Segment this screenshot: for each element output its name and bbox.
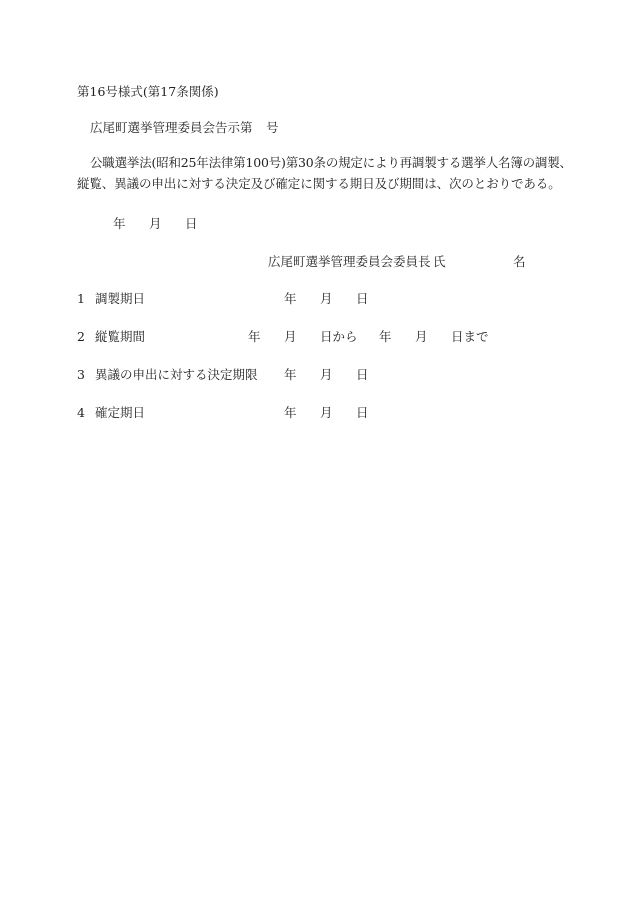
item-day: 日 [356,291,369,306]
item-day: 日 [356,405,369,420]
form-title: 第16号様式(第17条関係) [77,84,219,99]
item-year: 年 [284,291,297,306]
notice-prefix: 広尾町選挙管理委員会告示第 [90,120,253,135]
item-label: 確定期日 [95,405,146,420]
paragraph-line-1: 公職選挙法(昭和25年法律第100号)第30条の規定により再調製する選挙人名簿の調製、 [90,155,572,170]
item-month: 月 [320,405,333,420]
item-number: 1 [77,291,85,306]
item-year-end: 年 [379,329,392,344]
signature-title: 広尾町選挙管理委員会委員長 [268,254,431,269]
date-year: 年 [113,216,126,231]
item-month-end: 月 [415,329,428,344]
signature-name-last: 名 [513,254,526,269]
date-day: 日 [185,216,198,231]
item-day: 日 [356,367,369,382]
item-day-until: 日まで [451,329,489,344]
date-month: 月 [149,216,162,231]
item-label: 異議の申出に対する決定期限 [95,367,258,382]
item-year: 年 [284,405,297,420]
item-year: 年 [284,367,297,382]
item-month: 月 [320,367,333,382]
item-number: 3 [77,367,85,382]
item-month: 月 [284,329,297,344]
item-day-from: 日から [320,329,358,344]
item-label: 縦覧期間 [95,329,146,344]
signature-name-first: 氏 [433,254,446,269]
paragraph-line-2: 縦覧、異議の申出に対する決定及び確定に関する期日及び期間は、次のとおりである。 [77,176,561,191]
item-year: 年 [248,329,261,344]
item-label: 調製期日 [95,291,146,306]
item-number: 4 [77,405,85,420]
item-number: 2 [77,329,85,344]
item-month: 月 [320,291,333,306]
notice-suffix: 号 [266,120,279,135]
